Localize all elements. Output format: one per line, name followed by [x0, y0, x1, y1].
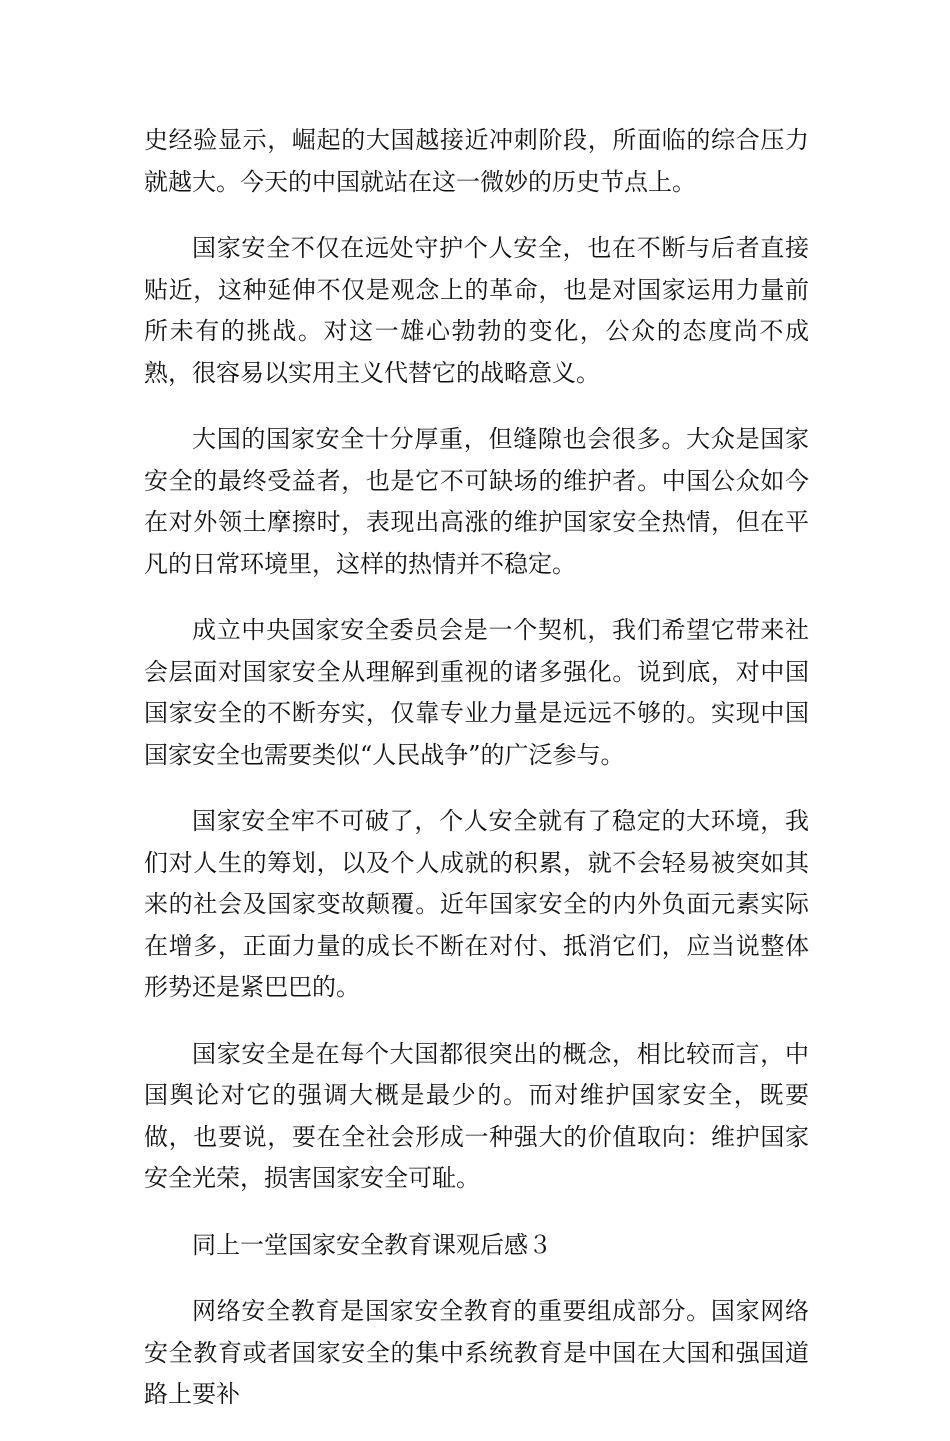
paragraph: 成立中央国家安全委员会是一个契机，我们希望它带来社会层面对国家安全从理解到重视的诸多强化。说到底，对中国国家安全的不断夯实，仅靠专业力量是远远不够的。实现中国国家安全也需要类似“人民战争”的广泛参与。 — [144, 616, 809, 769]
paragraph: 国家安全牢不可破了，个人安全就有了稳定的大环境，我们对人生的筹划，以及个人成就的积累，就不会轻易被突如其来的社会及国家变故颠覆。近年国家安全的内外负面元素实际在增多，正面力量的成长不断在对付、抵消它们，应当说整体形势还是紧巴巴的。 — [144, 807, 809, 1001]
paragraph: 国家安全不仅在远处守护个人安全，也在不断与后者直接贴近，这种延伸不仅是观念上的革命，也是对国家运用力量前所未有的挑战。对这一雄心勃勃的变化，公众的态度尚不成熟，很容易以实用主义代替它的战略意义。 — [144, 234, 809, 387]
paragraph: 大国的国家安全十分厚重，但缝隙也会很多。大众是国家安全的最终受益者，也是它不可缺场的维护者。中国公众如今在对外领土摩擦时，表现出高涨的维护国家安全热情，但在平凡的日常环境里，这样的热情并不稳定。 — [144, 425, 809, 578]
paragraph: 国家安全是在每个大国都很突出的概念，相比较而言，中国舆论对它的强调大概是最少的。而对维护国家安全，既要做，也要说，要在全社会形成一种强大的价值取向：维护国家安全光荣，损害国家安全可耻。 — [144, 1039, 809, 1192]
document-page — [144, 120, 809, 1441]
paragraph: 网络安全教育是国家安全教育的重要组成部分。国家网络安全教育或者国家安全的集中系统教育是中国在大国和强国道路上要补 — [144, 1297, 809, 1408]
section-heading: 同上一堂国家安全教育课观后感３ — [192, 1230, 552, 1259]
paragraph-continued: 史经验显示，崛起的大国越接近冲刺阶段，所面临的综合压力就越大。今天的中国就站在这一微妙的历史节点上。 — [144, 126, 809, 196]
